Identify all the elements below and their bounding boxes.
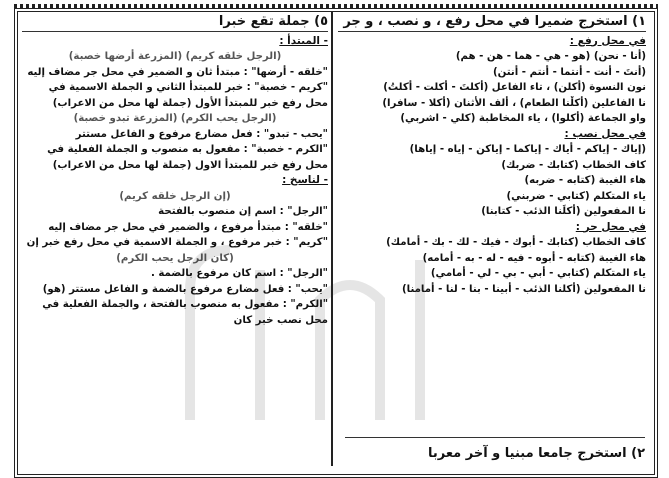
left-heading: ٥) جملة تقع خبرا: [22, 14, 328, 32]
mubtada-title: - المبتدأ :: [279, 34, 328, 47]
watermark-graphic: [150, 230, 480, 430]
example-2-line: محل رفع خبر للمبتدأ الاول (جملة لها محل من الاعراب): [52, 159, 328, 171]
raf-line: نون النسوة (أكلن) ، تاء الفاعل (أكلتَ - أكلت - أكلتُ): [383, 82, 646, 93]
jarr-title: في محل جر :: [575, 220, 646, 233]
jarr-line: نا المفعولين (أكلنا الذئب - أبينا - بنا - لنا - أمامنا): [401, 283, 646, 295]
raf-line: (أنا - نحن) (هو - هي - هما - هن - هم): [455, 51, 646, 62]
bottom-heading: ٢) استخرج جامعا مبنيا و آخر معربا: [427, 446, 645, 461]
example-3-line: "خلقه" : مبتدأ مرفوع ، والضمير في محل جر مضاف إليه: [48, 221, 328, 233]
nasb-line: نا المفعولين (أكلَنا الذئب - كتابنا): [481, 206, 646, 217]
jarr-line: هاء الغيبة (كتابه - أبوه - فيه - له - به - أمامه): [422, 252, 646, 264]
example-4: (كان الرجل يحب الكرم): [116, 252, 234, 264]
jarr-line: ياء المتكلم (كتابي - أبي - بي - لي - أمامي): [430, 268, 646, 279]
example-4-line: "يحب" : فعل مضارع مرفوع بالضمة و الفاعل مستتر (هو): [42, 283, 328, 295]
example-1: (الرجل خلقه كريم) (المزرعة أرضها خصبة): [68, 51, 282, 62]
example-1-line: "خلقه - أرضها" : مبتدأ ثان و الضمير في محل جر مضاف إليه: [27, 66, 328, 78]
example-1-line: محل رفع خبر للمبتدأ الأول (جملة لها محل من الاعراب): [52, 97, 328, 109]
raf-title: في محل رفع :: [569, 34, 646, 47]
example-1-line: "كريم - خصبة" : خبر للمبتدأ الثاني و الجملة الاسمية في: [48, 82, 328, 93]
example-2: (الرجل يحب الكرم) (المزرعة تبدو خصبة): [73, 113, 277, 124]
example-3-line: "الرجل" : اسم إن منصوب بالفتحة: [158, 206, 328, 217]
nasikh-title: - لناسخ :: [282, 174, 328, 186]
bottom-rule: [345, 437, 645, 438]
nasb-line: (إياك - إياكم - أياك - إياكما - إياكن - إياه - إياها): [409, 144, 646, 155]
right-heading: ١) استخرج ضميرا في محل رفع ، و نصب ، و جر: [338, 14, 646, 32]
example-3: (إن الرجل خلقه كريم): [119, 190, 231, 202]
raf-line: واو الجماعة (أكلوا) ، ياء المخاطبة (كلي - اشربي): [400, 113, 646, 124]
nasb-line: كاف الخطاب (كتابك - ضربك): [501, 159, 646, 171]
example-4-line: "الرجل" : اسم كان مرفوع بالضمة .: [150, 268, 328, 279]
raf-line: نا الفاعلين (أكلْنا الطعام) ، ألف الأثنان (أكلا - سافرا): [382, 97, 646, 109]
example-2-line: "الكرم - خصبة" : مفعول به منصوب و الجملة الفعلية في: [47, 144, 328, 155]
example-4-line: محل نصب خبر كان: [233, 314, 328, 326]
nasb-line: هاء الغيبة (كتابه - ضربه): [524, 175, 646, 186]
nasb-title: في محل نصب :: [564, 127, 646, 140]
example-4-line: "الكرم" : مفعول به منصوب بالفتحة ، والجملة الفعلية في: [42, 299, 328, 310]
example-2-line: "يحب - تبدو" : فعل مضارع مرفوع و الفاعل مستتر: [75, 128, 328, 140]
example-3-line: "كريم" : خبر مرفوع ، و الجملة الاسمية في محل رفع خبر إن: [26, 237, 328, 248]
jarr-line: كاف الخطاب (كتابك - أبوك - فيك - لك - بك - أمامك): [386, 237, 646, 248]
raf-line: (أنتَ - أنت - أنتما - أنتم - أنتن): [492, 66, 646, 78]
nasb-line: ياء المتكلم (كتابي - ضربني): [506, 190, 646, 202]
